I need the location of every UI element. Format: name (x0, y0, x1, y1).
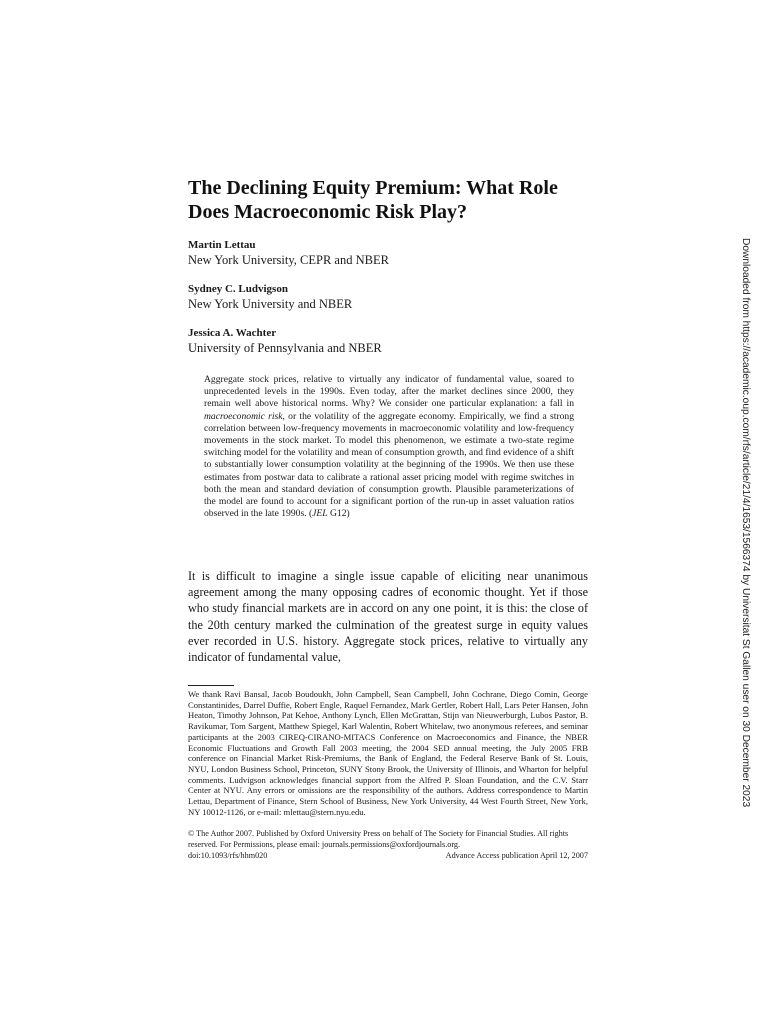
abstract (204, 374, 574, 520)
author-affiliation: University of Pennsylvania and NBER (188, 341, 382, 355)
abstract-emphasis: macroeconomic risk (204, 410, 283, 422)
author-name: Martin Lettau (188, 239, 256, 251)
title-line-1: The Declining Equity Premium: What Role (188, 177, 558, 199)
advance-access-text: Advance Access publication April 12, 2007 (445, 851, 588, 860)
author-name: Jessica A. Wachter (188, 327, 277, 339)
publication-info (188, 851, 588, 862)
copyright-notice: © The Author 2007. Published by Oxford University Press on behalf of The Society for Financial Studies. All rights reserved. For Permissions, please email: journals.permissions@oxfordjournals.org. (188, 829, 569, 849)
author-block-2 (188, 282, 608, 312)
download-watermark: Downloaded from https://academic.oup.com/rfs/article/21/4/1653/1566374 by Universitat St Gallen user on 30 December 2023 (740, 238, 751, 808)
jel-code: G12) (327, 508, 350, 520)
author-affiliation: New York University and NBER (188, 297, 353, 311)
abstract-text-2: , or the volatility of the aggregate economy. Empirically, we find a strong correlation between low-frequency movements in macroeconomic volatility and low-frequency movements in the stock market. To model this phenomenon, we estimate a two-state regime switching model for the volatility and mean of consumption growth, and find evidence of a shift to substantially lower consumption volatility at the beginning of the 1990s. We then use these estimates from postwar data to calibrate a rational asset pricing model with regime switches in both the mean and standard deviation of consumption growth. Plausible parameterizations of the model are found to account for a significant portion of the run-up in asset valuation ratios observed in the late 1990s. ( (204, 410, 574, 520)
intro-paragraph: It is difficult to imagine a single issue capable of eliciting near unanimous agreement among the many opposing cadres of economic thought. Yet if those who study financial markets are in accord on any one point, it is this: the close of the 20th century marked the culmination of the greatest surge in equity values ever recorded in U.S. history. Aggregate stock prices, relative to virtually any indicator of fundamental value, (188, 569, 588, 665)
author-name: Sydney C. Ludvigson (188, 283, 288, 295)
author-affiliation: New York University, CEPR and NBER (188, 253, 389, 267)
paper-title (188, 176, 628, 224)
footnote-rule (188, 685, 234, 686)
author-block-1 (188, 238, 608, 268)
doi-text: doi:10.1093/rfs/hhm020 (188, 851, 268, 860)
jel-label: JEL (312, 508, 328, 520)
title-line-2: Does Macroeconomic Risk Play? (188, 201, 468, 223)
acknowledgement-footnote: We thank Ravi Bansal, Jacob Boudoukh, John Campbell, Sean Campbell, John Cochrane, Diego Comin, George Constantinides, Darrel Duffie, Robert Engle, Raquel Fernandez, Mark Gertler, Robert Hall, Lars Peter Hansen, John Heaton, Timothy Johnson, Pat Kehoe, Anthony Lynch, Ellen McGrattan, Stijn van Nieuwerburgh, Lubos Pastor, B. Ravikumar, Tom Sargent, Matthew Spiegel, Karl Walentin, Robert Whitelaw, two anonymous referees, and seminar participants at the 2003 CIREQ-CIRANO-MITACS Conference on Macroeconomics and Finance, the NBER Economic Fluctuations and Growth Fall 2003 meeting, the 2004 SED annual meeting, the July 2005 FRB conference on Financial Market Risk-Premiums, the Bank of England, the Federal Reserve Bank of St. Louis, NYU, London Business School, Princeton, SUNY Stony Brook, the University of Illinois, and Wharton for helpful comments. Ludvigson acknowledges financial support from the Alfred P. Sloan Foundation, and the C.V. Starr Center at NYU. Any errors or omissions are the responsibility of the authors. Address correspondence to Martin Lettau, Department of Finance, Stern School of Business, New York University, 44 West Fourth Street, New York, NY 10012-1126, or e-mail: mlettau@stern.nyu.edu. (188, 689, 588, 817)
author-block-3 (188, 326, 608, 356)
abstract-text-1: Aggregate stock prices, relative to virtually any indicator of fundamental value, soared to unprecedented levels in the 1990s. Even today, after the market declines since 2000, they remain well above historical norms. Why? We consider one particular explanation: a fall in (204, 374, 574, 410)
